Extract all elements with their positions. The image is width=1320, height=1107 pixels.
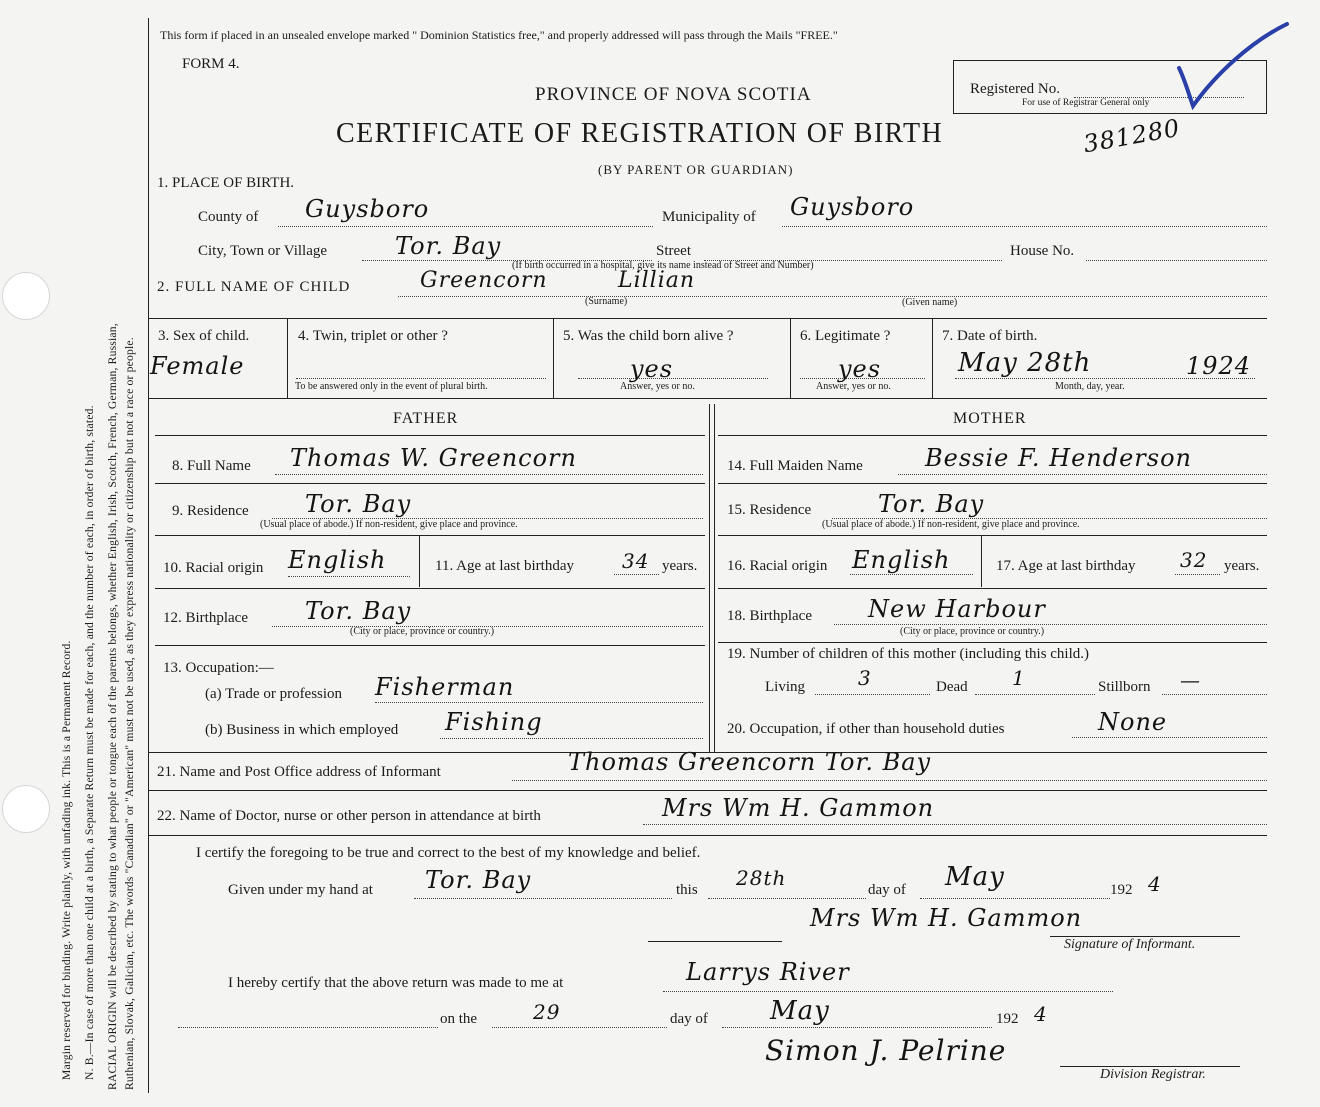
registrar-year-suffix: 4 (1034, 1002, 1048, 1026)
province-heading: PROVINCE OF NOVA SCOTIA (535, 84, 812, 105)
mother-occupation-value: None (1098, 708, 1168, 736)
mother-racial-label: 16. Racial origin (727, 558, 828, 574)
mother-birthplace-note: (City or place, province or country.) (900, 626, 1045, 637)
legit-note: Answer, yes or no. (816, 381, 891, 392)
mother-name-label: 14. Full Maiden Name (727, 458, 863, 474)
living-value: 3 (858, 666, 872, 690)
registrar-statement: I hereby certify that the above return was made to me at (228, 975, 564, 991)
certification-statement: I certify the foregoing to be true and correct to the best of my knowledge and belief. (196, 845, 701, 861)
cert-year-prefix: 192 (1110, 882, 1133, 898)
father-residence-value: Tor. Bay (305, 490, 412, 518)
registrar-signature-caption: Division Registrar. (1100, 1067, 1206, 1082)
mother-age-unit: years. (1224, 558, 1260, 574)
city-label: City, Town or Village (198, 243, 328, 259)
registered-note: For use of Registrar General only (1022, 98, 1150, 108)
cert-year-suffix: 4 (1148, 872, 1162, 896)
dob-value: May 28th (958, 348, 1092, 378)
cert-day: 28th (736, 866, 787, 890)
father-birthplace-value: Tor. Bay (305, 597, 412, 625)
dead-value: 1 (1012, 666, 1026, 690)
child-given-name: Lillian (618, 268, 696, 293)
dob-note: Month, day, year. (1055, 381, 1125, 392)
dead-label: Dead (936, 679, 968, 695)
alive-label: 5. Was the child born alive ? (563, 328, 734, 344)
father-residence-label: 9. Residence (172, 503, 249, 519)
stillborn-label: Stillborn (1098, 679, 1151, 695)
registrar-year-prefix: 192 (996, 1011, 1019, 1027)
margin-note-1: Margin reserved for binding. Write plainly, with unfading ink. This is a Permanent Record. (60, 640, 73, 1080)
father-racial-label: 10. Racial origin (163, 560, 264, 576)
margin-note-4: Ruthenian, Slovak, Galician, etc. The words "Canadian" or "American" must not be used, as they express nationality or citizenship but not a race or people. (123, 337, 136, 1090)
given-place: Tor. Bay (425, 866, 532, 894)
registrar-month: May (770, 996, 830, 1026)
father-birthplace-label: 12. Birthplace (163, 610, 248, 626)
alive-value: yes (630, 355, 674, 383)
cert-day-of-label: day of (868, 882, 906, 898)
place-of-birth-heading: 1. PLACE OF BIRTH. (157, 175, 295, 191)
legit-value: yes (838, 355, 882, 383)
registration-number: 381280 (1081, 113, 1183, 159)
registrar-day: 29 (533, 1000, 561, 1024)
father-residence-note: (Usual place of abode.) If non-resident, give place and province. (260, 519, 518, 530)
father-trade-value: Fisherman (375, 673, 515, 701)
county-value: Guysboro (305, 195, 430, 223)
mother-heading: MOTHER (953, 410, 1027, 427)
registered-label: Registered No. (970, 81, 1060, 97)
cert-month: May (945, 862, 1005, 892)
certificate-title: CERTIFICATE OF REGISTRATION OF BIRTH (336, 118, 944, 149)
form-number: FORM 4. (182, 56, 240, 72)
given-name-caption: (Given name) (902, 297, 958, 308)
father-business-value: Fishing (445, 708, 543, 736)
checkmark-icon (1175, 20, 1295, 115)
on-the-label: on the (440, 1011, 478, 1027)
child-name-label: 2. FULL NAME OF CHILD (157, 279, 351, 295)
informant-value: Thomas Greencorn Tor. Bay (568, 748, 932, 776)
margin-rule (148, 18, 149, 1093)
mother-racial-value: English (852, 546, 951, 574)
registrar-place: Larrys River (686, 958, 850, 986)
father-business-label: (b) Business in which employed (205, 722, 399, 738)
certificate-subtitle: (BY PARENT OR GUARDIAN) (598, 162, 794, 177)
street-label: Street (656, 243, 691, 259)
mother-birthplace-label: 18. Birthplace (727, 608, 812, 624)
mother-age-label: 17. Age at last birthday (996, 558, 1136, 574)
mother-name-value: Bessie F. Henderson (925, 444, 1193, 472)
father-racial-value: English (288, 546, 387, 574)
twin-label: 4. Twin, triplet or other ? (298, 328, 448, 344)
legit-label: 6. Legitimate ? (800, 328, 891, 344)
informant-label: 21. Name and Post Office address of Informant (157, 764, 441, 780)
doctor-label: 22. Name of Doctor, nurse or other person in attendance at birth (157, 808, 541, 824)
sex-value: Female (150, 352, 245, 380)
mother-residence-value: Tor. Bay (878, 490, 985, 518)
county-label: County of (198, 209, 259, 225)
informant-signature-caption: Signature of Informant. (1064, 937, 1196, 952)
house-label: House No. (1010, 243, 1075, 259)
father-trade-label: (a) Trade or profession (205, 686, 343, 702)
father-age-label: 11. Age at last birthday (435, 558, 574, 574)
father-birthplace-note: (City or place, province or country.) (350, 626, 495, 637)
registrar-signature: Simon J. Pelrine (765, 1034, 1007, 1067)
margin-notes (0, 0, 140, 1107)
given-label: Given under my hand at (228, 882, 373, 898)
father-age-unit: years. (662, 558, 698, 574)
margin-note-2: N. B.—In case of more than one child at a birth, a Separate Return must be made for each, and the number of each, in order of birth, stated. (83, 405, 96, 1080)
mother-age-value: 32 (1180, 548, 1208, 572)
municipality-value: Guysboro (790, 193, 915, 221)
registrar-day-of-label: day of (670, 1011, 708, 1027)
dob-year: 1924 (1186, 352, 1252, 380)
margin-note-3: RACIAL ORIGIN will be described by stating to what people or tongue each of the parents belongs, whether English, Irish, Scotch, French, German, Russian, (106, 323, 119, 1090)
city-value: Tor. Bay (395, 232, 502, 260)
alive-note: Answer, yes or no. (620, 381, 695, 392)
child-surname: Greencorn (420, 268, 548, 293)
stillborn-value: — (1180, 668, 1201, 692)
father-name-value: Thomas W. Greencorn (290, 444, 577, 472)
father-name-label: 8. Full Name (172, 458, 251, 474)
living-label: Living (765, 679, 805, 695)
informant-signature: Mrs Wm H. Gammon (810, 904, 1083, 932)
mother-residence-note: (Usual place of abode.) If non-resident, give place and province. (822, 519, 1080, 530)
mail-note: This form if placed in an unsealed envelope marked " Dominion Statistics free," and properly addressed will pass through the Mails "FREE." (160, 28, 838, 42)
surname-caption: (Surname) (585, 296, 628, 307)
father-age-value: 34 (622, 549, 650, 573)
municipality-label: Municipality of (662, 209, 756, 225)
mother-residence-label: 15. Residence (727, 502, 812, 518)
doctor-value: Mrs Wm H. Gammon (662, 794, 935, 822)
father-heading: FATHER (393, 410, 459, 427)
sex-label: 3. Sex of child. (158, 328, 250, 344)
dob-label: 7. Date of birth. (942, 328, 1038, 344)
mother-occupation-label: 20. Occupation, if other than household duties (727, 721, 1005, 737)
twin-note: To be answered only in the event of plural birth. (295, 381, 488, 392)
hospital-note: (If birth occurred in a hospital, give its name instead of Street and Number) (512, 260, 814, 271)
mother-birthplace-value: New Harbour (868, 595, 1046, 623)
mother-children-label: 19. Number of children of this mother (including this child.) (727, 646, 1090, 662)
father-occupation-label: 13. Occupation:— (163, 660, 274, 676)
this-label: this (676, 882, 698, 898)
